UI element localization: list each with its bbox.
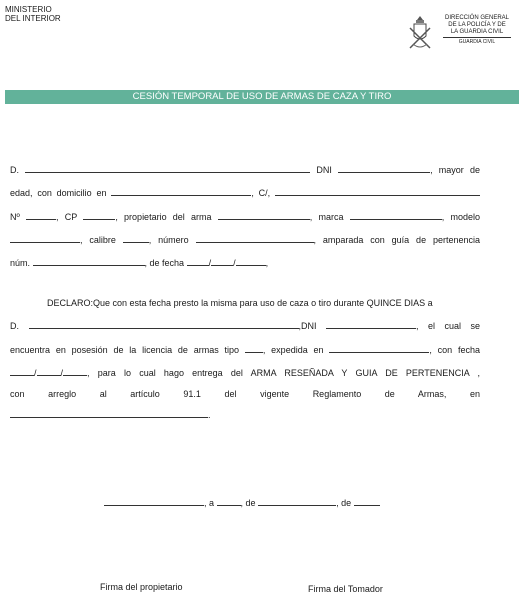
street-field[interactable] <box>275 186 480 196</box>
issued-in-field[interactable] <box>329 343 429 353</box>
coat-of-arms-icon <box>405 14 435 52</box>
guide-number-field[interactable] <box>33 256 145 266</box>
regulation-place-field[interactable] <box>10 408 208 418</box>
license-date-year-field[interactable] <box>63 366 87 376</box>
owner-name-field[interactable] <box>25 163 310 173</box>
form-line-delivery: / / , para lo cual hago entrega del ARMA RESEÑADA Y GUIA DE PERTENENCIA , <box>10 366 480 379</box>
directorate-line: LA GUARDIA CIVIL <box>450 29 504 35</box>
taker-dni-field[interactable] <box>326 319 416 329</box>
sign-place-field[interactable] <box>104 496 204 506</box>
caliber-field[interactable] <box>123 233 149 243</box>
license-date-day-field[interactable] <box>10 366 34 376</box>
form-line-taker: D. ,DNI , el cual se <box>10 321 480 331</box>
declaration-line: DECLARO:Que con esta fecha presto la misma para uso de caza o tiro durante QUINCE DIAS a <box>47 298 433 308</box>
form-line-license: encuentra en posesión de la licencia de armas tipo , expedida en , con fecha <box>10 345 480 355</box>
form-line-place: . <box>10 408 480 421</box>
sign-month-field[interactable] <box>258 496 336 506</box>
street-number-field[interactable] <box>26 210 56 220</box>
residence-field[interactable] <box>111 186 251 196</box>
sign-year-field[interactable] <box>354 496 380 506</box>
directorate-heading <box>443 15 511 46</box>
directorate-line: DIRECCIÓN GENERAL <box>444 15 509 21</box>
ministry-heading <box>5 5 61 23</box>
owner-dni-field[interactable] <box>338 163 430 173</box>
owner-signature-label: Firma del propietario <box>100 582 183 592</box>
form-line-guide: núm. , de fecha / / , <box>10 258 269 268</box>
guide-date-month-field[interactable] <box>211 256 233 266</box>
weapon-field[interactable] <box>218 210 310 220</box>
form-line-weapon: Nº , CP , propietario del arma , marca , modelo <box>10 212 480 222</box>
license-type-field[interactable] <box>245 343 263 353</box>
guide-date-year-field[interactable] <box>236 256 266 266</box>
form-line-caliber: , calibre , número , amparada con guía de pertenencia <box>10 233 480 246</box>
model-field[interactable] <box>10 233 80 243</box>
ministry-line: DEL INTERIOR <box>5 14 61 23</box>
brand-field[interactable] <box>350 210 442 220</box>
guide-date-day-field[interactable] <box>187 256 209 266</box>
ministry-line: MINISTERIO <box>5 5 52 14</box>
taker-name-field[interactable] <box>29 319 299 329</box>
place-date-line: , a , de , de <box>104 496 404 509</box>
sign-day-field[interactable] <box>217 496 241 506</box>
form-line-regulation: con arreglo al artículo 91.1 del vigente Reglamento de Armas, en <box>10 389 480 399</box>
postal-code-field[interactable] <box>83 210 115 220</box>
form-line-address: edad, con domicilio en , C/, <box>10 186 480 199</box>
form-line-owner: D. DNI , mayor de <box>10 165 480 175</box>
license-date-month-field[interactable] <box>37 366 61 376</box>
guardia-civil-sublabel: GUARDIA CIVIL <box>443 37 511 46</box>
serial-number-field[interactable] <box>196 233 314 243</box>
taker-signature-label: Firma del Tomador <box>308 584 383 594</box>
directorate-line: DE LA POLICÍA Y DE <box>448 22 506 28</box>
document-title: CESIÓN TEMPORAL DE USO DE ARMAS DE CAZA Y TIRO <box>5 90 519 104</box>
